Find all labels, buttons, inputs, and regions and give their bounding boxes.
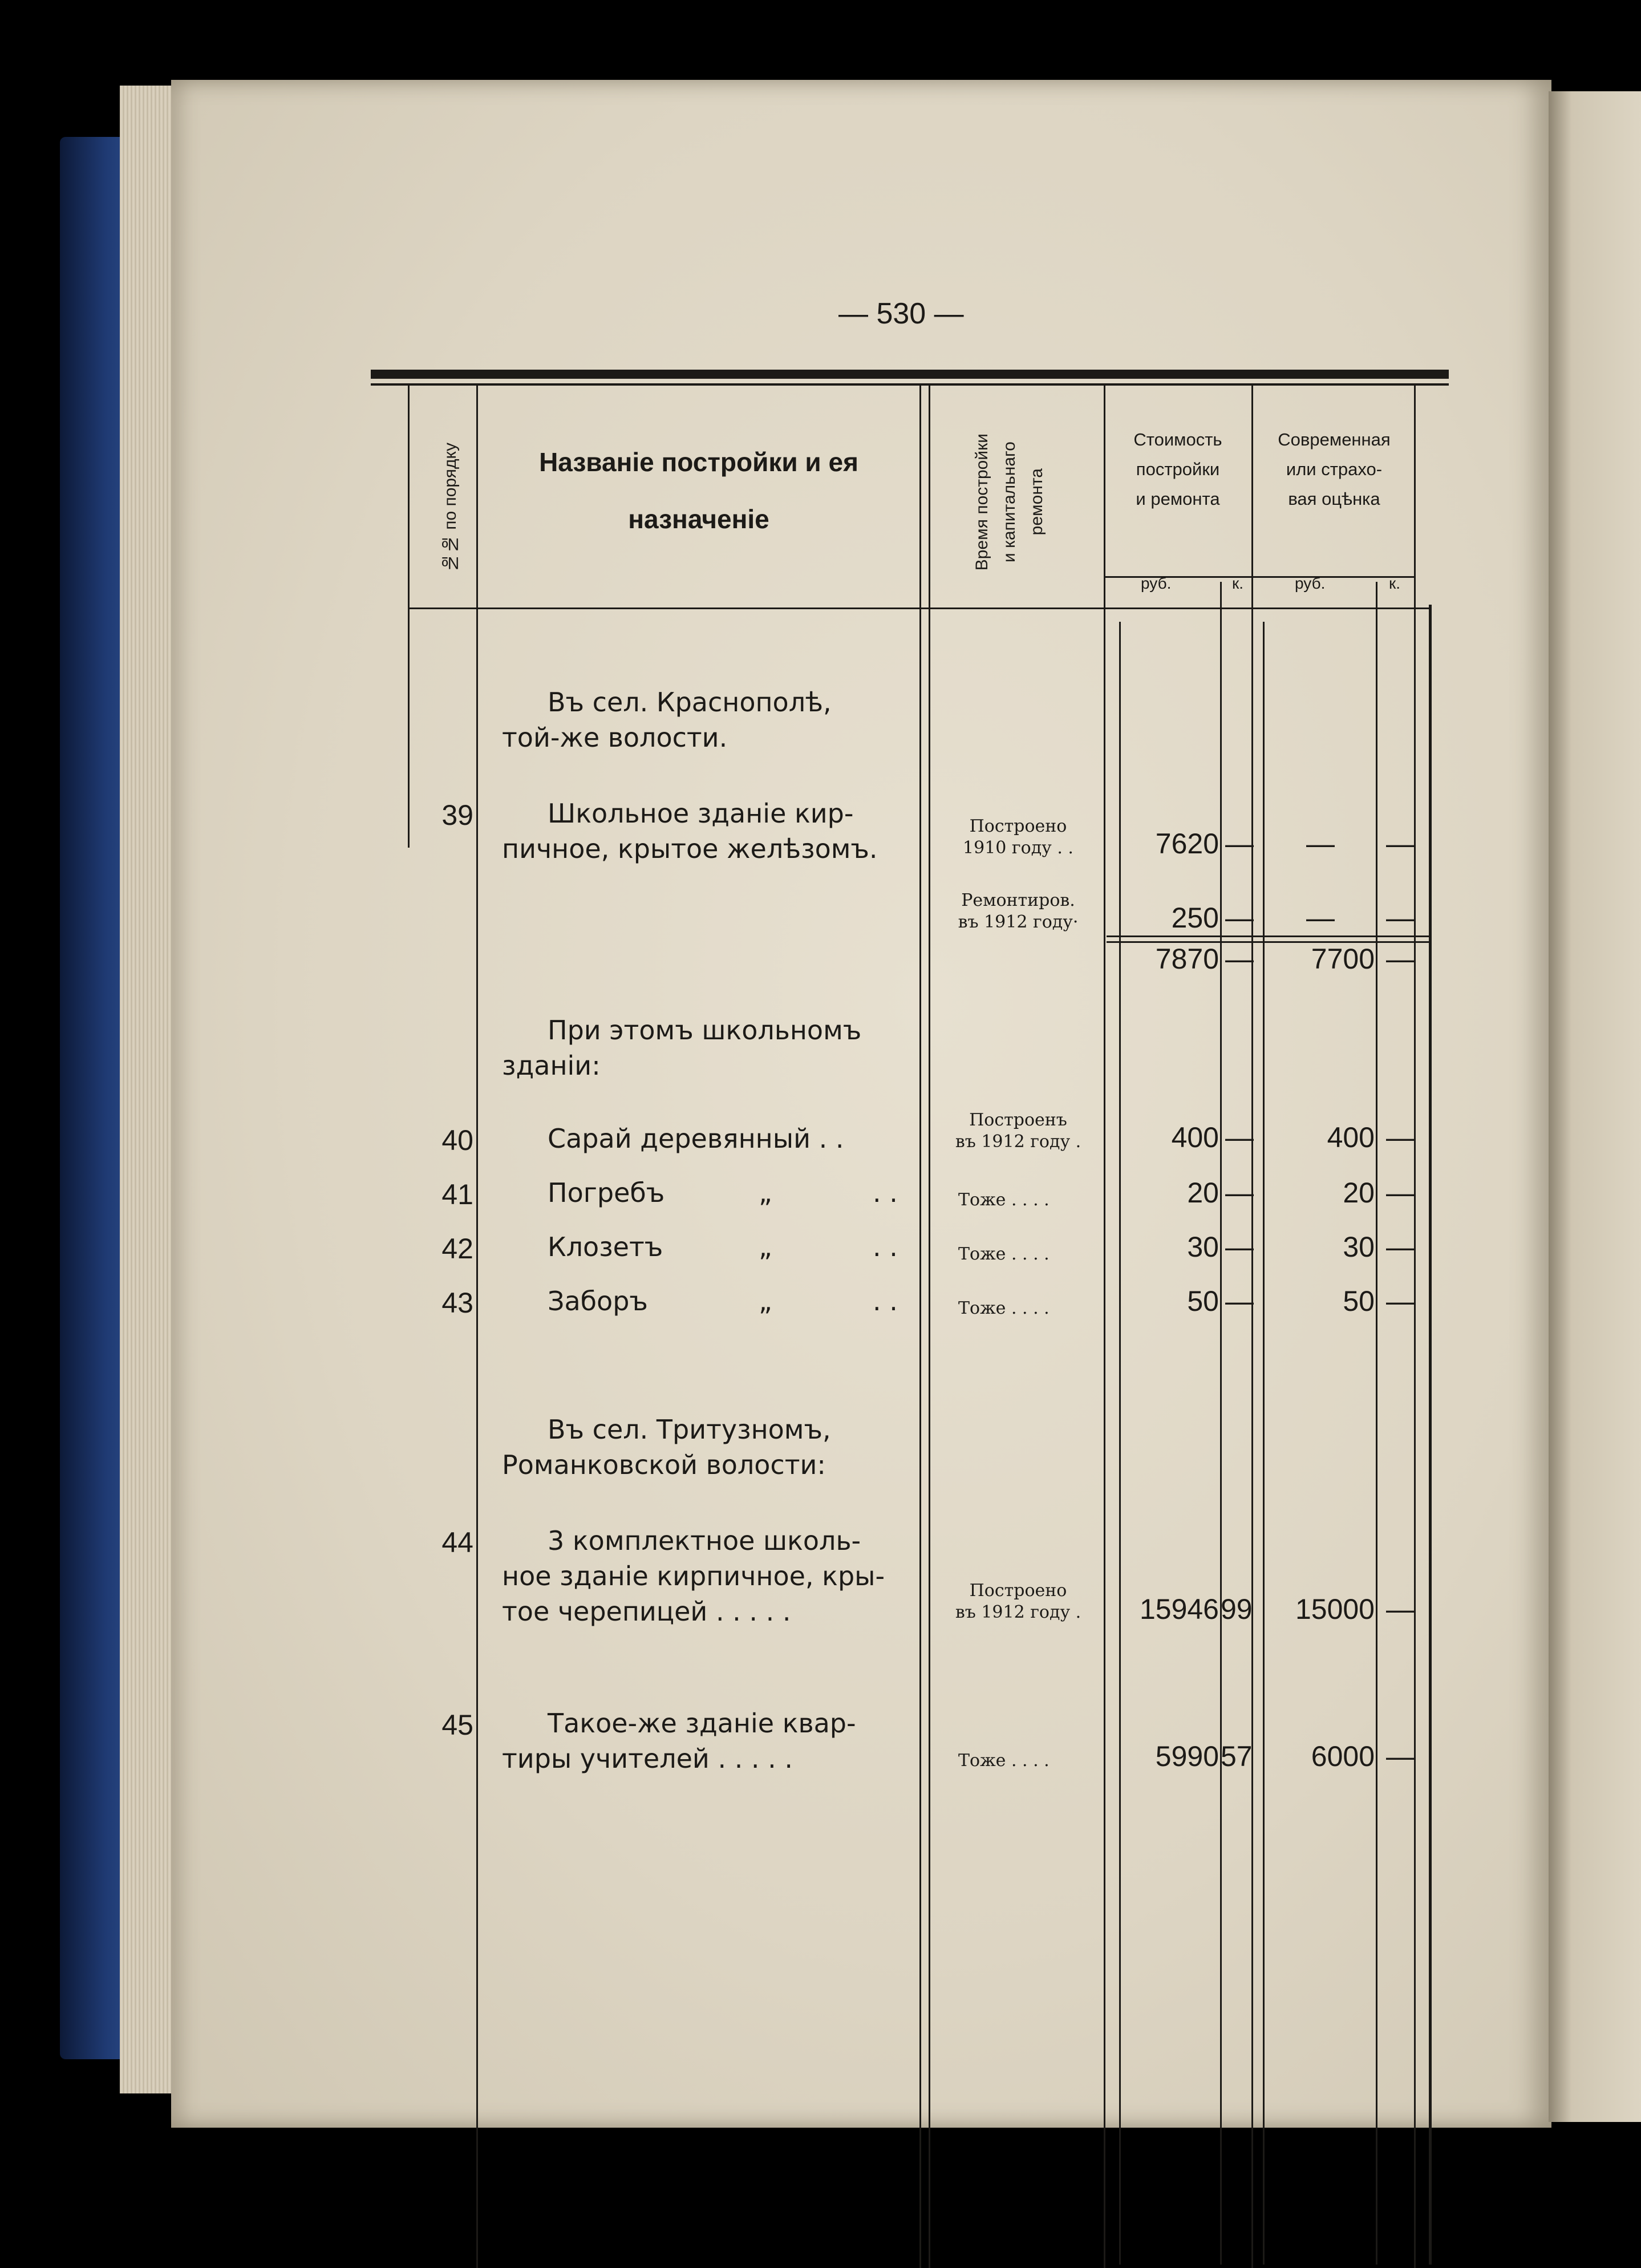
- row-time-line: 1910 году . .: [963, 838, 1073, 858]
- unit-kop: к.: [1232, 574, 1244, 592]
- header-value-column: [1254, 425, 1415, 514]
- col-rule: [1119, 622, 1121, 2265]
- value-rub: 6000: [1311, 1740, 1375, 1772]
- row-ditto: „: [759, 1232, 772, 1262]
- row-name: Такое-же зданіе квар-: [548, 1708, 856, 1739]
- header-value-line3: вая оцѣнка: [1288, 489, 1380, 509]
- unit-rub: руб.: [1141, 574, 1172, 592]
- row-time: Тоже . . . .: [958, 1298, 1050, 1318]
- col-rule: [1429, 605, 1432, 2265]
- col-rule: [1220, 582, 1222, 2265]
- value-rub: 50: [1343, 1285, 1375, 1317]
- header-value-line2: или страхо-: [1286, 459, 1383, 479]
- row-name: Школьное зданіе кир-: [548, 798, 854, 829]
- row-time: Тоже . . . .: [958, 1190, 1050, 1210]
- header-value-line1: Современная: [1278, 430, 1391, 449]
- cost-rub: 30: [1187, 1231, 1219, 1263]
- row-name: пичное, крытое желѣзомъ.: [502, 833, 878, 864]
- col-rule: [1104, 386, 1105, 2268]
- row-time: [935, 1109, 1101, 1153]
- header-name-line2: назначеніе: [628, 504, 769, 534]
- header-cost-line3: и ремонта: [1136, 489, 1220, 509]
- value-rub: 30: [1343, 1231, 1375, 1263]
- cost-kop: —: [1225, 1285, 1254, 1317]
- cost-rub: 7620: [1155, 828, 1219, 860]
- row-time: [935, 1580, 1101, 1623]
- cost-kop: 57: [1221, 1740, 1253, 1772]
- total-cost-rub: 7870: [1155, 943, 1219, 975]
- header-time-line2: и капитальнаго: [1000, 441, 1019, 562]
- row-time-line: въ 1912 году·: [958, 912, 1079, 932]
- col-rule: [929, 386, 930, 2268]
- col-rule: [1263, 622, 1265, 2265]
- section-heading: При этомъ школьномъ: [548, 1015, 862, 1046]
- col-rule: [1414, 386, 1416, 2268]
- row-number: 45: [441, 1709, 473, 1741]
- row-dots: . .: [873, 1286, 898, 1317]
- section-heading: зданіи:: [502, 1050, 601, 1081]
- cost-rub: 15946: [1139, 1593, 1219, 1625]
- row-time: Тоже . . . .: [958, 1751, 1050, 1771]
- row-name: Заборъ: [548, 1286, 648, 1317]
- row-time: [935, 890, 1101, 933]
- header-time-line1: Время постройки: [973, 433, 991, 571]
- page-number: — 530 —: [838, 297, 964, 330]
- row-time-line: Построено: [969, 1581, 1067, 1601]
- total-value-rub: 7700: [1311, 943, 1375, 975]
- header-time-column: [953, 394, 1067, 610]
- row-ditto: „: [759, 1286, 772, 1317]
- row-time-line: Ремонтиров.: [961, 890, 1075, 910]
- header-time-line3: ремонта: [1027, 468, 1046, 536]
- value-kop: —: [1386, 1285, 1415, 1317]
- section-heading: Въ сел. Тритузномъ,: [548, 1414, 831, 1445]
- row-name: Погребъ: [548, 1177, 665, 1208]
- cost-rub: 50: [1187, 1285, 1219, 1317]
- value-kop: —: [1386, 1177, 1415, 1209]
- row-number: 41: [441, 1178, 473, 1210]
- row-name: Сарай деревянный . .: [548, 1123, 844, 1154]
- row-dots: . .: [873, 1177, 898, 1208]
- cost-kop: 99: [1221, 1593, 1253, 1625]
- cost-rub: 5990: [1155, 1740, 1219, 1772]
- row-time-line: Построенъ: [969, 1110, 1067, 1130]
- row-dots: . .: [873, 1232, 898, 1262]
- header-cost-line2: постройки: [1136, 459, 1220, 479]
- col-rule: [408, 386, 410, 848]
- row-name: 3 комплектное школь-: [548, 1525, 861, 1556]
- header-name-column: [485, 434, 913, 548]
- cost-rub: 250: [1171, 902, 1219, 934]
- facing-page-edge: [1549, 91, 1641, 2122]
- section-heading: Романковской волости:: [502, 1449, 826, 1480]
- header-cost-line1: Стоимость: [1133, 430, 1222, 449]
- row-time-line: Построено: [969, 816, 1067, 836]
- row-ditto: „: [759, 1177, 772, 1208]
- row-number: 39: [441, 799, 473, 831]
- row-time-line: въ 1912 году .: [955, 1132, 1081, 1152]
- total-cost-kop: —: [1225, 943, 1254, 975]
- row-number: 40: [441, 1124, 473, 1156]
- row-time: Тоже . . . .: [958, 1244, 1050, 1264]
- col-rule: [919, 386, 921, 2268]
- cost-kop: —: [1225, 902, 1254, 934]
- section-heading: Въ сел. Краснополѣ,: [548, 687, 832, 718]
- col-rule: [476, 386, 478, 2268]
- row-number: 43: [441, 1287, 473, 1319]
- value-rub: 15000: [1295, 1593, 1375, 1625]
- col-rule: [1251, 386, 1253, 2268]
- header-bottom-rule: [408, 608, 1429, 609]
- value-kop: —: [1386, 1593, 1415, 1625]
- value-rub: 20: [1343, 1177, 1375, 1209]
- section-heading: той-же волости.: [502, 722, 728, 753]
- cost-rub: 20: [1187, 1177, 1219, 1209]
- value-rub: —: [1306, 828, 1335, 860]
- value-kop: —: [1386, 828, 1415, 860]
- unit-kop: к.: [1389, 574, 1401, 592]
- row-name: ное зданіе кирпичное, кры-: [502, 1561, 885, 1591]
- cost-kop: —: [1225, 1231, 1254, 1263]
- value-kop: —: [1386, 902, 1415, 934]
- row-number: 44: [441, 1526, 473, 1558]
- header-name-line1: Названіе постройки и ея: [539, 447, 858, 477]
- header-number-column: [433, 416, 468, 599]
- table-top-rule-thin: [371, 383, 1449, 386]
- row-time: [935, 816, 1101, 859]
- total-value-kop: —: [1386, 943, 1415, 975]
- table-top-rule: [371, 370, 1449, 379]
- row-time-line: въ 1912 году .: [955, 1602, 1081, 1622]
- value-kop: —: [1386, 1121, 1415, 1153]
- sum-rule: [1107, 935, 1429, 937]
- header-number-label: №№ по порядку: [441, 443, 460, 573]
- cost-kop: —: [1225, 1121, 1254, 1153]
- unit-rub: руб.: [1295, 574, 1326, 592]
- cost-rub: 400: [1171, 1121, 1219, 1153]
- row-number: 42: [441, 1233, 473, 1265]
- header-cost-column: [1107, 425, 1249, 514]
- value-kop: —: [1386, 1231, 1415, 1263]
- row-name: Клозетъ: [548, 1232, 663, 1262]
- col-rule: [1376, 582, 1377, 2265]
- row-name: тое черепицей . . . . .: [502, 1596, 791, 1627]
- cost-kop: —: [1225, 1177, 1254, 1209]
- book-page: [171, 80, 1551, 2128]
- value-rub: 400: [1327, 1121, 1375, 1153]
- value-rub: —: [1306, 902, 1335, 934]
- cost-kop: —: [1225, 828, 1254, 860]
- value-kop: —: [1386, 1740, 1415, 1772]
- row-name: тиры учителей . . . . .: [502, 1743, 793, 1774]
